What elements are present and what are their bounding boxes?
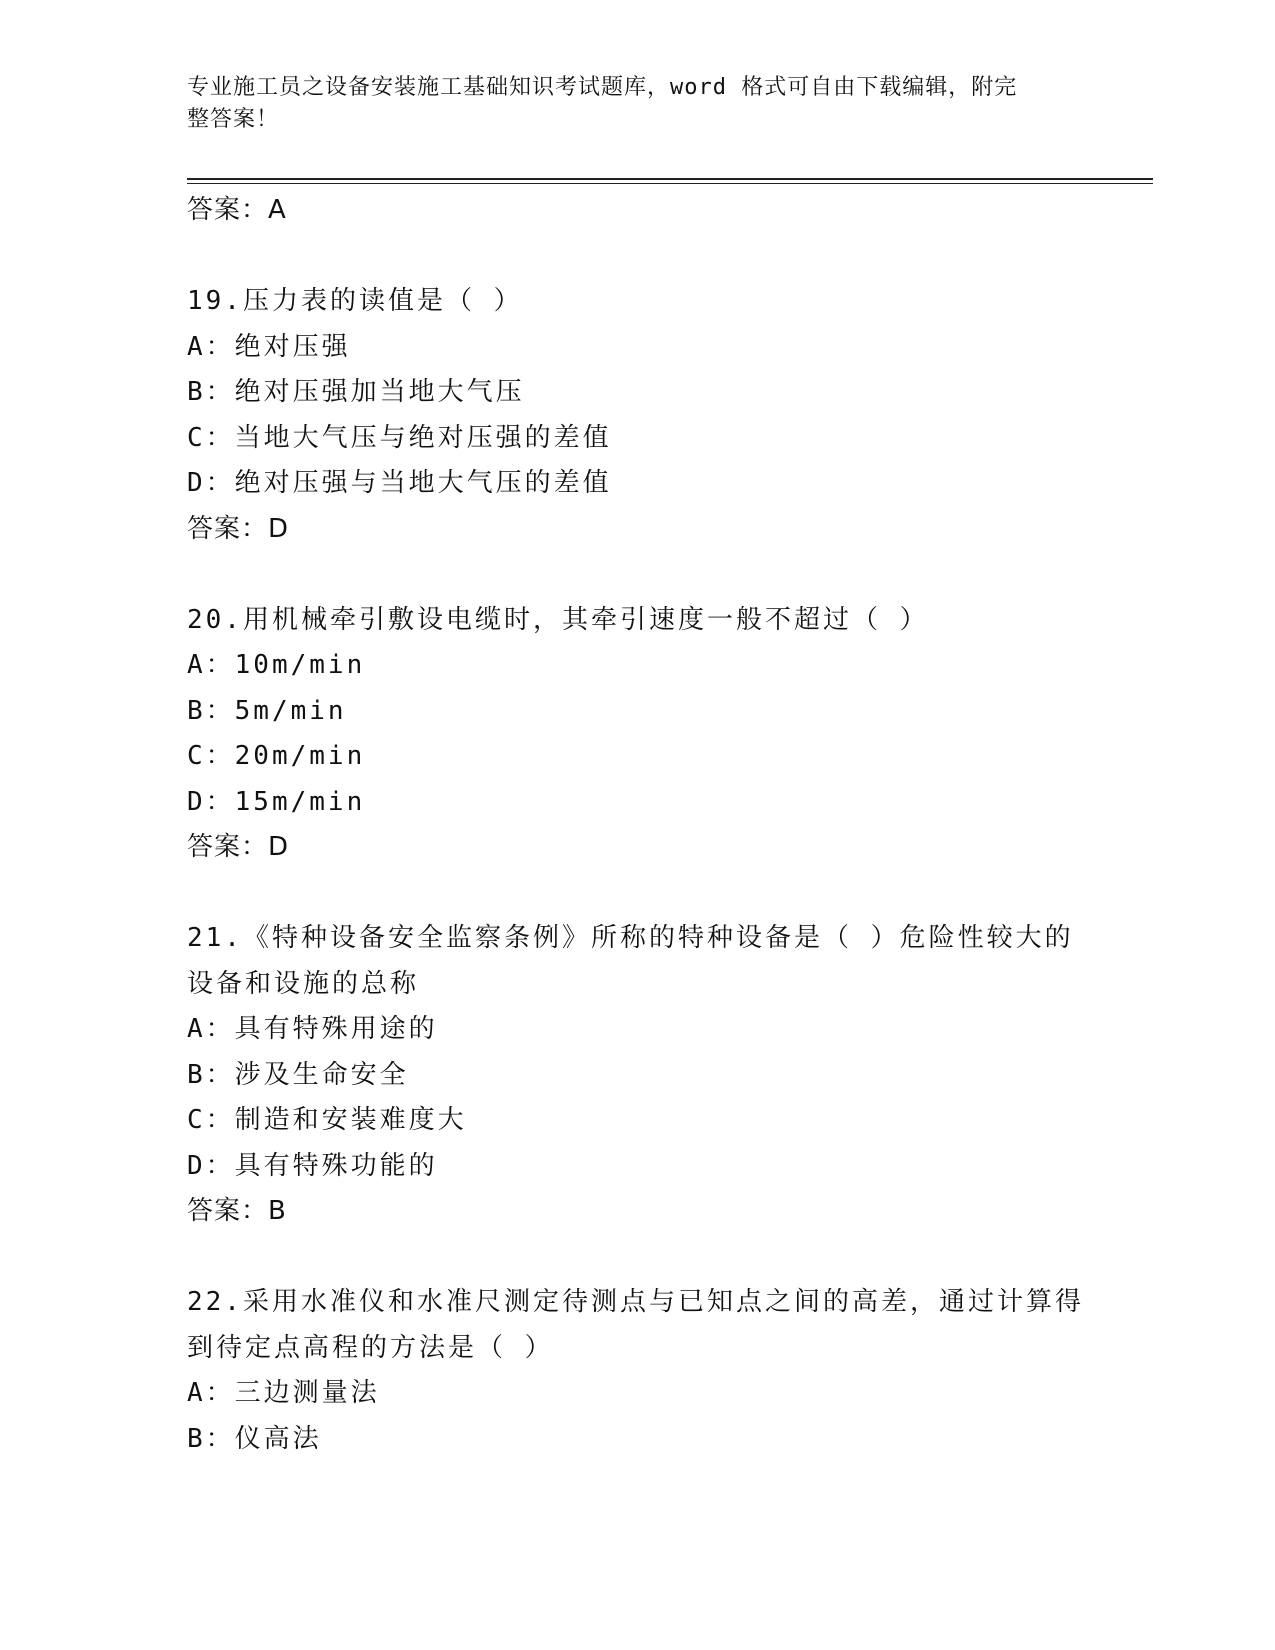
option-c: C：当地大气压与绝对压强的差值 bbox=[187, 422, 612, 453]
option-b: B：绝对压强加当地大气压 bbox=[187, 377, 525, 407]
question-text: 22.采用水准仪和水准尺测定待测点与已知点之间的高差，通过计算得 bbox=[187, 1287, 1084, 1317]
spacer bbox=[187, 871, 1087, 917]
option-c: C：20m/min bbox=[187, 741, 366, 771]
header-line-1: 专业施工员之设备安装施工基础知识考试题库，word 格式可自由下载编辑，附完 bbox=[187, 75, 1018, 100]
option-a: A：绝对压强 bbox=[187, 331, 351, 362]
header-divider-thick bbox=[187, 178, 1153, 180]
spacer bbox=[187, 1235, 1087, 1281]
answer-line: 答案：B bbox=[187, 1196, 287, 1226]
option-c: C：制造和安装难度大 bbox=[187, 1105, 467, 1135]
question-block bbox=[187, 1280, 1087, 1462]
spacer bbox=[187, 234, 1087, 280]
question-block bbox=[187, 279, 1087, 552]
option-d: D：15m/min bbox=[187, 786, 366, 817]
question-text: 20.用机械牵引敷设电缆时，其牵引速度一般不超过（ ） bbox=[187, 604, 929, 635]
answer-line: 答案：A bbox=[187, 195, 287, 225]
document-header bbox=[187, 72, 1067, 136]
header-divider-thin bbox=[187, 183, 1153, 184]
question-block bbox=[187, 916, 1087, 1235]
header-line-2: 整答案！ bbox=[187, 107, 280, 132]
answer-line: 答案：D bbox=[187, 832, 290, 862]
question-text-continued: 到待定点高程的方法是（ ） bbox=[187, 1332, 554, 1363]
option-a: A：具有特殊用途的 bbox=[187, 1014, 438, 1044]
question-text: 19.压力表的读值是（ ） bbox=[187, 286, 523, 316]
question-list bbox=[187, 188, 1087, 1462]
spacer bbox=[187, 552, 1087, 598]
option-d: D：绝对压强与当地大气压的差值 bbox=[187, 468, 612, 498]
option-b: B：仪高法 bbox=[187, 1423, 322, 1454]
option-d: D：具有特殊功能的 bbox=[187, 1150, 438, 1181]
answer-line: 答案：D bbox=[187, 513, 290, 544]
option-a: A：三边测量法 bbox=[187, 1378, 380, 1408]
question-block bbox=[187, 598, 1087, 871]
option-b: B：涉及生命安全 bbox=[187, 1059, 409, 1090]
option-a: A：10m/min bbox=[187, 650, 366, 680]
question-text-continued: 设备和设施的总称 bbox=[187, 968, 420, 999]
option-b: B：5m/min bbox=[187, 695, 347, 726]
question-text: 21.《特种设备安全监察条例》所称的特种设备是（ ）危险性较大的 bbox=[187, 923, 1074, 953]
